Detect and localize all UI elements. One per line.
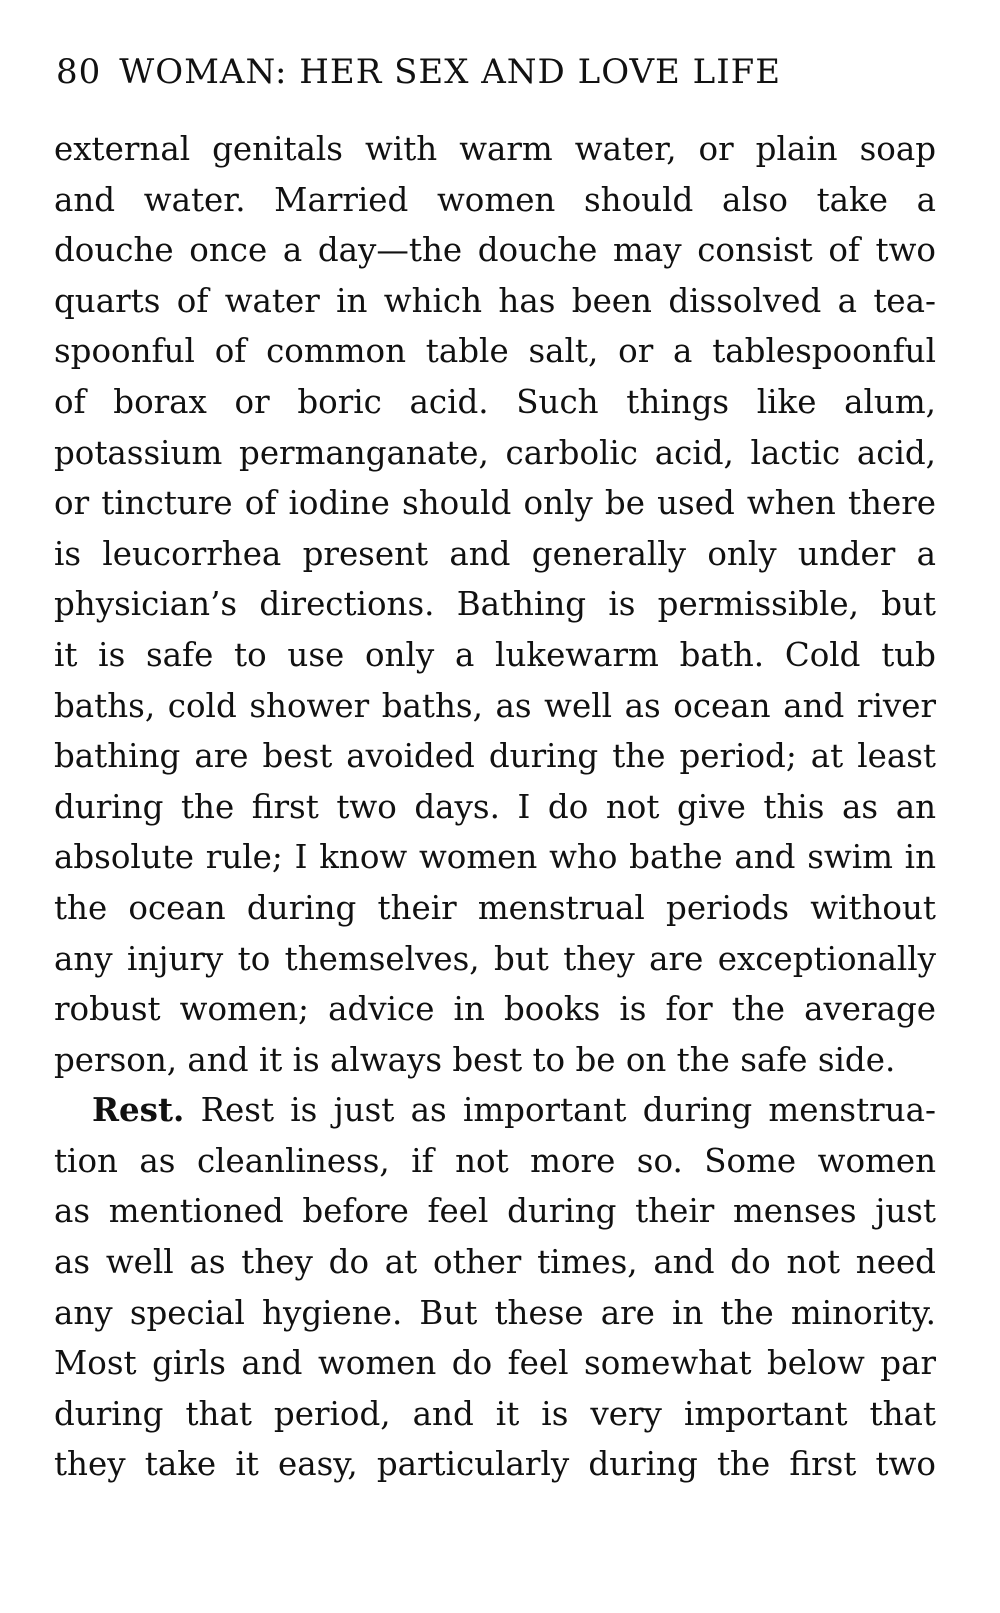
- text-line: Most girls and women do feel somewhat below par: [54, 1344, 936, 1383]
- text-line: it is safe to use only a lukewarm bath. Cold tub: [54, 635, 936, 674]
- text-line: absolute rule; I know women who bathe and swim in: [54, 838, 936, 877]
- rest-run-in-heading: Rest.: [92, 1090, 185, 1130]
- text-line: robust women; advice in books is for the average: [54, 990, 936, 1029]
- text-line: of borax or boric acid. Such things like alum,: [54, 382, 936, 421]
- running-head: [56, 46, 956, 98]
- text-line: any injury to themselves, but they are exceptionally: [54, 939, 936, 978]
- text-line: bathing are best avoided during the period; at least: [54, 737, 936, 776]
- text-line: physician’s directions. Bathing is permissible, but: [54, 585, 936, 624]
- text-line: person, and it is always best to be on the safe side.: [54, 1040, 896, 1079]
- text-line: during the first two days. I do not give this as an: [54, 787, 936, 826]
- text-line: baths, cold shower baths, as well as ocean and river: [54, 686, 936, 725]
- rest-first-line-text: Rest is just as important during menstrua-: [200, 1091, 936, 1130]
- page-number: 80: [56, 52, 102, 92]
- text-line: and water. Married women should also take a: [54, 180, 936, 219]
- text-line: is leucorrhea present and generally only under a: [54, 534, 936, 573]
- body-text: [54, 124, 936, 1490]
- text-line: quarts of water in which has been dissolved a tea-: [54, 281, 936, 320]
- text-line: they take it easy, particularly during the first two: [54, 1445, 936, 1484]
- text-line: the ocean during their menstrual periods without: [54, 888, 936, 927]
- running-title: WOMAN: HER SEX AND LOVE LIFE: [119, 52, 782, 92]
- text-line: during that period, and it is very important that: [54, 1394, 936, 1433]
- text-line: potassium permanganate, carbolic acid, lactic acid,: [54, 433, 936, 472]
- text-line: spoonful of common table salt, or a tablespoonful: [54, 332, 936, 371]
- text-line: as mentioned before feel during their menses just: [54, 1192, 936, 1231]
- text-line: or tincture of iodine should only be used when there: [54, 484, 936, 523]
- text-line: tion as cleanliness, if not more so. Some women: [54, 1141, 936, 1180]
- text-line: as well as they do at other times, and do not need: [54, 1243, 936, 1282]
- rest-paragraph-first-line: [54, 1085, 936, 1136]
- text-line: douche once a day—the douche may consist of two: [54, 231, 936, 270]
- text-line: external genitals with warm water, or plain soap: [54, 130, 936, 168]
- text-line: any special hygiene. But these are in the minority.: [54, 1293, 936, 1332]
